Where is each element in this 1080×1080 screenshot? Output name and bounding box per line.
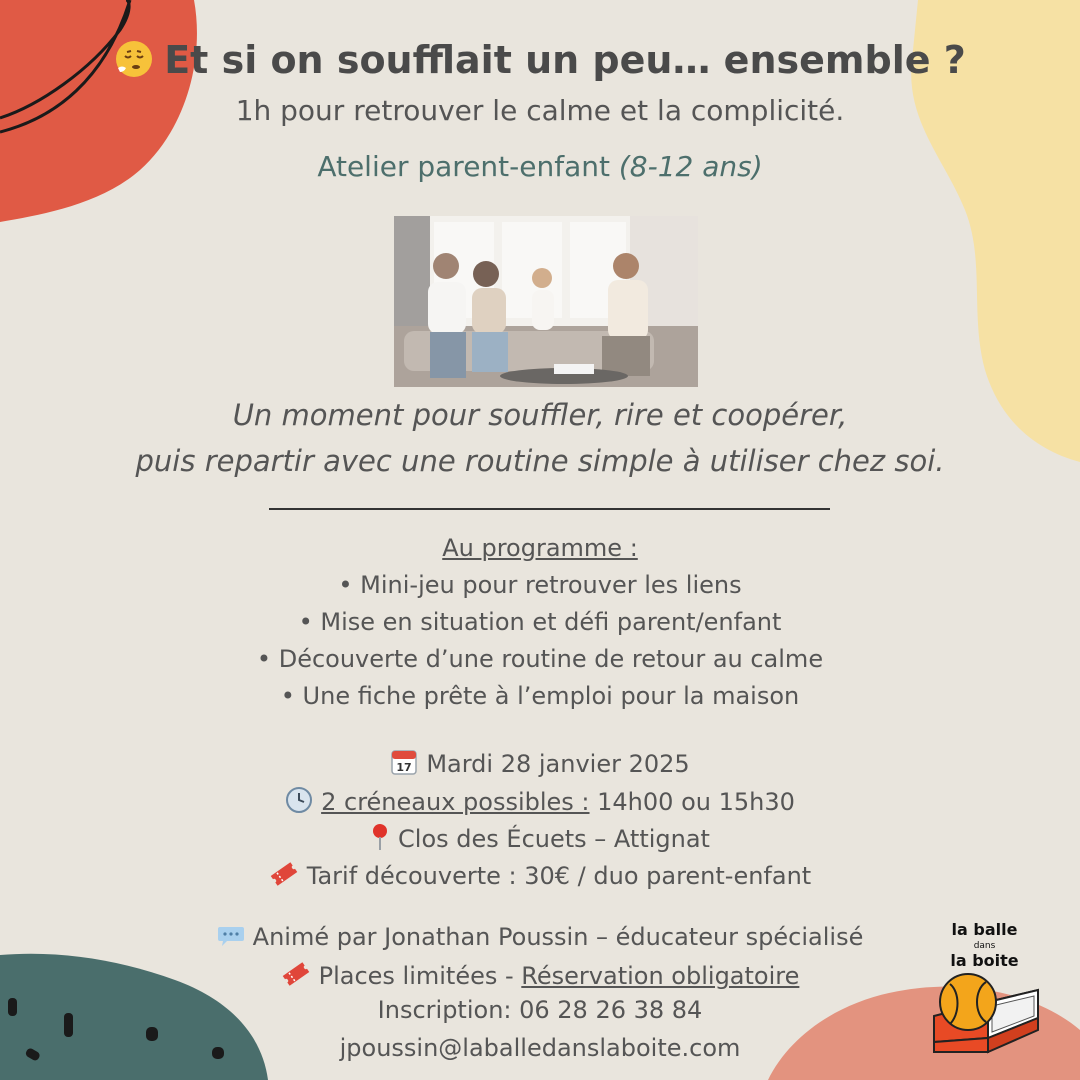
- reservation-link[interactable]: Réservation obligatoire: [521, 962, 800, 990]
- animator-line: [0, 923, 1080, 955]
- atelier-age: (8-12 ans): [618, 150, 763, 183]
- event-date: [0, 748, 1080, 782]
- places-prefix: Places limitées -: [318, 962, 522, 990]
- programme-title: Au programme :: [442, 534, 638, 562]
- pin-icon: [370, 823, 390, 857]
- event-place-text: Clos des Écuets – Attignat: [398, 825, 710, 853]
- programme-item: • Mini-jeu pour retrouver les liens: [338, 571, 742, 599]
- event-price: [0, 860, 1080, 894]
- clock-icon: [285, 786, 313, 820]
- ball-in-box-icon: [930, 972, 1042, 1054]
- relieved-face-icon: [114, 39, 154, 88]
- brand-logo: [922, 918, 1047, 1063]
- places-line: [0, 960, 1080, 994]
- inscription-phone[interactable]: Inscription: 06 28 26 38 84: [377, 996, 703, 1024]
- atelier-line: [0, 150, 1080, 183]
- divider: [269, 508, 830, 510]
- tagline-line-2: puis repartir avec une routine simple à utiliser chez soi.: [135, 444, 945, 478]
- slots-value: 14h00 ou 15h30: [589, 788, 795, 816]
- event-date-text: Mardi 28 janvier 2025: [426, 750, 690, 778]
- atelier-label: Atelier parent-enfant: [317, 150, 619, 183]
- programme-item: • Découverte d’une routine de retour au calme: [256, 645, 824, 673]
- animator-text: Animé par Jonathan Poussin – éducateur spécialisé: [252, 923, 864, 951]
- programme-item: • Une fiche prête à l’emploi pour la maison: [280, 682, 800, 710]
- logo-line-1: la balle: [951, 920, 1018, 939]
- ticket-icon: [269, 860, 299, 894]
- event-place: [0, 823, 1080, 857]
- calendar-icon: [390, 748, 418, 782]
- family-session-photo: [394, 216, 698, 387]
- title-text: Et si on soufflait un peu… ensemble ?: [164, 38, 966, 82]
- logo-line-3: la boite: [950, 951, 1019, 970]
- svg-text:17: 17: [396, 761, 412, 774]
- tagline-line-1: Un moment pour souffler, rire et coopérer,: [232, 398, 848, 432]
- speech-bubble-icon: [217, 923, 245, 955]
- ticket-icon: [281, 960, 311, 994]
- event-slots: [0, 786, 1080, 820]
- subtitle: 1h pour retrouver le calme et la complicité.: [235, 94, 845, 127]
- page-title: [0, 38, 1080, 88]
- programme-item: • Mise en situation et défi parent/enfant: [298, 608, 782, 636]
- slots-label: 2 créneaux possibles :: [321, 788, 590, 816]
- event-price-text: Tarif découverte : 30€ / duo parent-enfant: [306, 862, 812, 890]
- contact-email[interactable]: jpoussin@laballedanslaboite.com: [339, 1034, 741, 1062]
- logo-line-2: dans: [973, 941, 996, 951]
